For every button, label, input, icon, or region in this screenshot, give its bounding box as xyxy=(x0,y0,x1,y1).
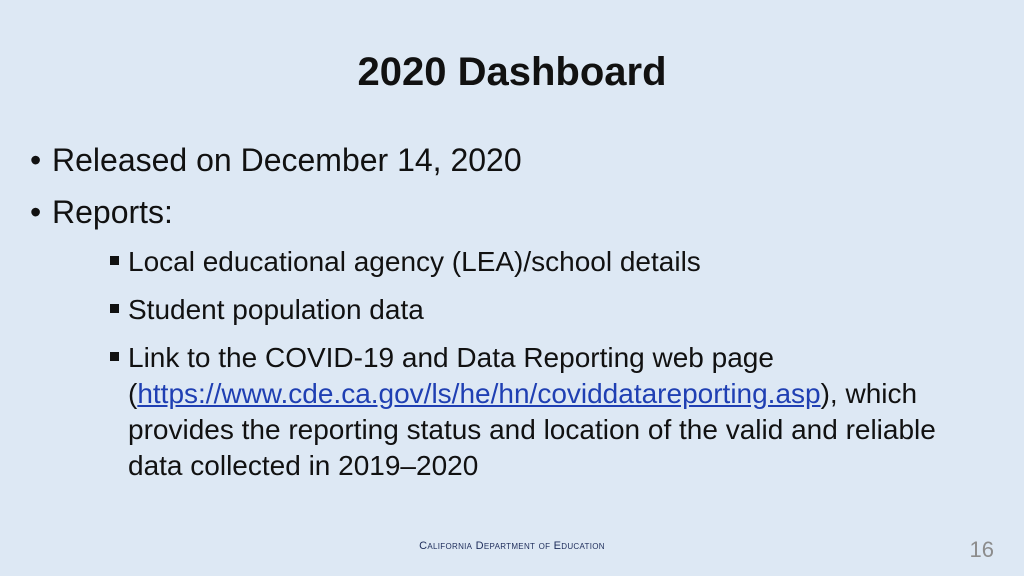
bullet-text: Released on December 14, 2020 xyxy=(52,142,522,178)
square-bullet-icon xyxy=(110,352,119,361)
bullet-text: Reports: xyxy=(52,194,173,230)
sub-bullet-text: Student population data xyxy=(128,294,424,325)
page-number: 16 xyxy=(969,537,994,562)
square-bullet-icon xyxy=(110,256,119,265)
covid-data-reporting-link[interactable]: https://www.cde.ca.gov/ls/he/hn/coviddatareporting.asp xyxy=(137,378,821,409)
bullet-item xyxy=(30,192,990,244)
sub-bullet-item xyxy=(30,292,990,328)
link-item-after-text: ), which provides the reporting status and location of the valid and reliable data collected in 2019–2020 xyxy=(128,378,936,481)
sub-bullet-item xyxy=(30,340,990,484)
footer-organization: California Department of Education xyxy=(419,540,605,552)
sub-bullet-item xyxy=(30,244,990,280)
square-bullet-icon xyxy=(110,304,119,313)
bullet-dot-icon: • xyxy=(30,142,42,178)
bullet-list xyxy=(30,140,990,496)
slide-title: 2020 Dashboard xyxy=(357,50,667,94)
sub-bullet-text: Local educational agency (LEA)/school details xyxy=(128,246,701,277)
bullet-dot-icon: • xyxy=(30,194,42,230)
link-item-before-text: Link to the COVID-19 and Data Reporting web page ( xyxy=(128,342,774,409)
bullet-item xyxy=(30,140,990,192)
